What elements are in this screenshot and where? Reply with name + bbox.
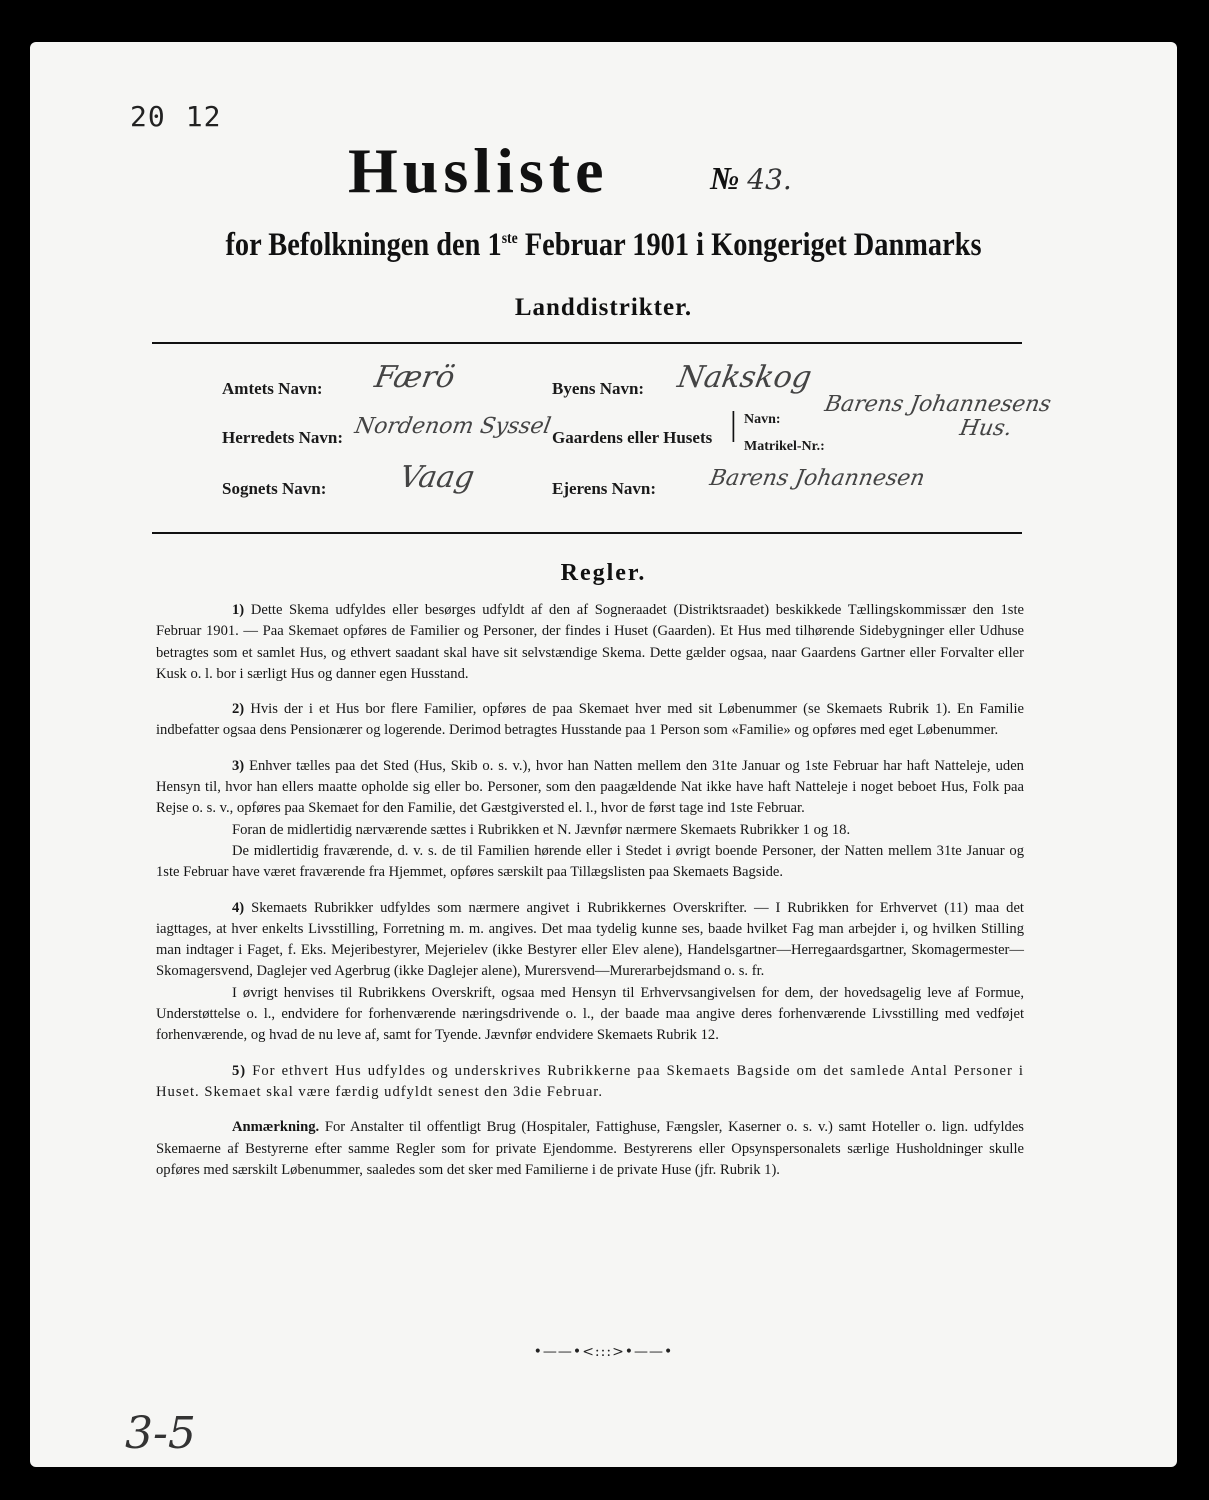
navn-value-line1: Barens Johannesens [822,392,1053,417]
subtitle-pre: for Befolkningen den 1 [225,227,502,263]
rule-2 [156,699,1024,742]
annotation-label: Anmærkning. [232,1119,320,1136]
rule-1 [156,600,1024,685]
rules-heading: Regler. [560,560,647,586]
rule-3-num: 3) [232,757,245,774]
rules-body [156,600,1024,1195]
top-rule [152,342,1022,344]
annotation [156,1117,1024,1181]
rule-5-num: 5) [232,1062,247,1079]
navn-value-line2: Hus. [957,416,1014,441]
census-sheet [30,42,1177,1467]
number-sign [710,160,792,197]
corner-number-1: 20 [130,100,166,133]
rule-1-num: 1) [232,602,245,618]
mid-rule [152,532,1022,534]
subtitle-post: Februar 1901 i Kongeriget Danmarks [517,227,982,263]
subtitle [110,227,1096,264]
rule-5-text: For ethvert Hus udfyldes og underskrives Rubrikkerne paa Skemaets Bagside om det samlede Antal Personer i Huset. Skemaet skal være færdig udfyldt senest den 3die Februar. [156,1062,1024,1100]
rule-3b: Foran de midlertidig nærværende sættes i Rubrikken et N. Jævnfør nærmere Skemaets Rubrikker 1 og 18. [232,821,851,838]
list-number: 43. [747,163,792,196]
navn-label: Navn: [744,412,781,427]
page-title: Husliste [348,135,609,206]
rule-2-num: 2) [232,701,245,718]
handwritten-note: 3-5 [125,1408,196,1459]
gaard-label: Gaardens eller Husets [552,428,713,447]
matrikel-label: Matrikel-Nr.: [744,439,825,454]
field-brace: | [730,406,737,443]
annotation-text: For Anstalter til offentligt Brug (Hospitaler, Fattighuse, Fængsler, Kaserner o. s. v.) samt Hoteller o. lign. udfyldes Skemaerne af Bestyrerne efter samme Regler som for private Ejendomme. Bestyrerens eller Opsynspersonalets særlige Husholdninger skulle opføres med særskilt Løbenummer, saaledes som det sker med Familierne i de private Huse (jfr. Rubrik 1). [156,1119,1024,1178]
corner-numbers [130,100,241,133]
subtitle-sup: ste [501,230,518,247]
rule-3c: De midlertidig fraværende, d. v. s. de til Familien hørende eller i Stedet i øvrigt boende Personer, der Natten mellem 31te Januar og 1ste Februar have været fraværende fra Hjemmet, opføres særskilt paa Tillægslisten paa Skemaets Bagside. [156,842,1024,881]
ejer-label: Ejerens Navn: [552,479,657,498]
rule-4-num: 4) [232,899,245,916]
rule-5 [156,1061,1024,1104]
rule-3 [156,756,1024,820]
by-value: Nakskog [674,360,815,395]
ornament-divider: •——•<:::>•——• [533,1344,674,1360]
rule-4b: I øvrigt henvises til Rubrikkens Overskrift, ogsaa med Hensyn til Erhvervsangivelsen for dem, der hovedsagelig leve af Formue, Understøttelse o. l., endvidere for forhenværende næringsdrivende o. l., der baade maa angive deres forhenværende Livsstilling med vedføjet forhenværende, og hvad de nu leve af, samt for Tyende. Jævnfør endvidere Skemaets Rubrik 12. [156,984,1024,1044]
sogn-value: Vaag [396,460,477,495]
ejer-value: Barens Johannesen [707,466,927,491]
rule-2-text: Hvis der i et Hus bor flere Familier, opføres de paa Skemaet hver med sit Løbenummer (se Skemaets Rubrik 1). En Familie indbefatter ogsaa dens Pensionærer og logerende. Derimod betragtes Husstande paa 1 Person som «Familie» og opføres med eget Løbenummer. [156,701,1024,739]
herred-label: Herredets Navn: [222,428,344,447]
number-sign-glyph: № [710,160,740,196]
corner-number-2: 12 [185,100,222,133]
rule-1-text: Dette Skema udfyldes eller besørges udfyldt af den af Sogneraadet (Distriktsraadet) beskikkede Tællingskommissær den 1ste Februar 1901. — Paa Skemaet opføres de Familier og Personer, der findes i Huset (Gaarden). Et Hus med tilhørende Sidebygninger eller Udhuse betragtes som et samlet Hus, og ethvert saadant skal have sit selvstændige Skema. Dette gælder ogsaa, naar Gaardens Gartner eller Forvalter eller Kusk o. l. bor i særligt Hus og danner egen Husstand. [156,602,1024,682]
rule-4-text: Skemaets Rubrikker udfyldes som nærmere angivet i Rubrikkernes Overskrifter. — I Rubrikken for Erhvervet (11) maa det iagttages, at hver enkelts Livsstilling, Forretning m. m. angives. Det maa tydelig kunne ses, baade hvilket Fag man arbejder i, og hvilken Stilling man indtager i Faget, f. Eks. Mejeribestyrer, Mejerielev (ikke Bestyrer eller Elev alene), Handelsgartner—Herregaardsgartner, Skomagermester—Skomagersvend, Daglejer ved Agerbrug (ikke Daglejer alene), Murersvend—Murerarbejdsmand o. s. fr. [156,899,1024,980]
by-label: Byens Navn: [552,379,645,398]
amt-label: Amtets Navn: [222,379,323,398]
amt-value: Færö [371,360,458,395]
rule-3-text: Enhver tælles paa det Sted (Hus, Skib o. s. v.), hvor han Natten mellem den 31te Januar og 1ste Februar har haft Natteleje, uden Hensyn til, hvor han ellers maatte opholde sig eller bo. Personer, som den paagældende Nat ikke have haft Natteleje i noget beboet Hus, Folk paa Rejse o. s. v., opføres paa Skemaet for den Familie, det Gæstgiversted el. l., hvor de først tage ind 1ste Februar. [156,757,1024,817]
district-heading: Landdistrikter. [514,294,693,321]
rule-4 [156,898,1024,983]
sogn-label: Sognets Navn: [222,479,327,498]
herred-value: Nordenom Syssel [352,414,553,439]
